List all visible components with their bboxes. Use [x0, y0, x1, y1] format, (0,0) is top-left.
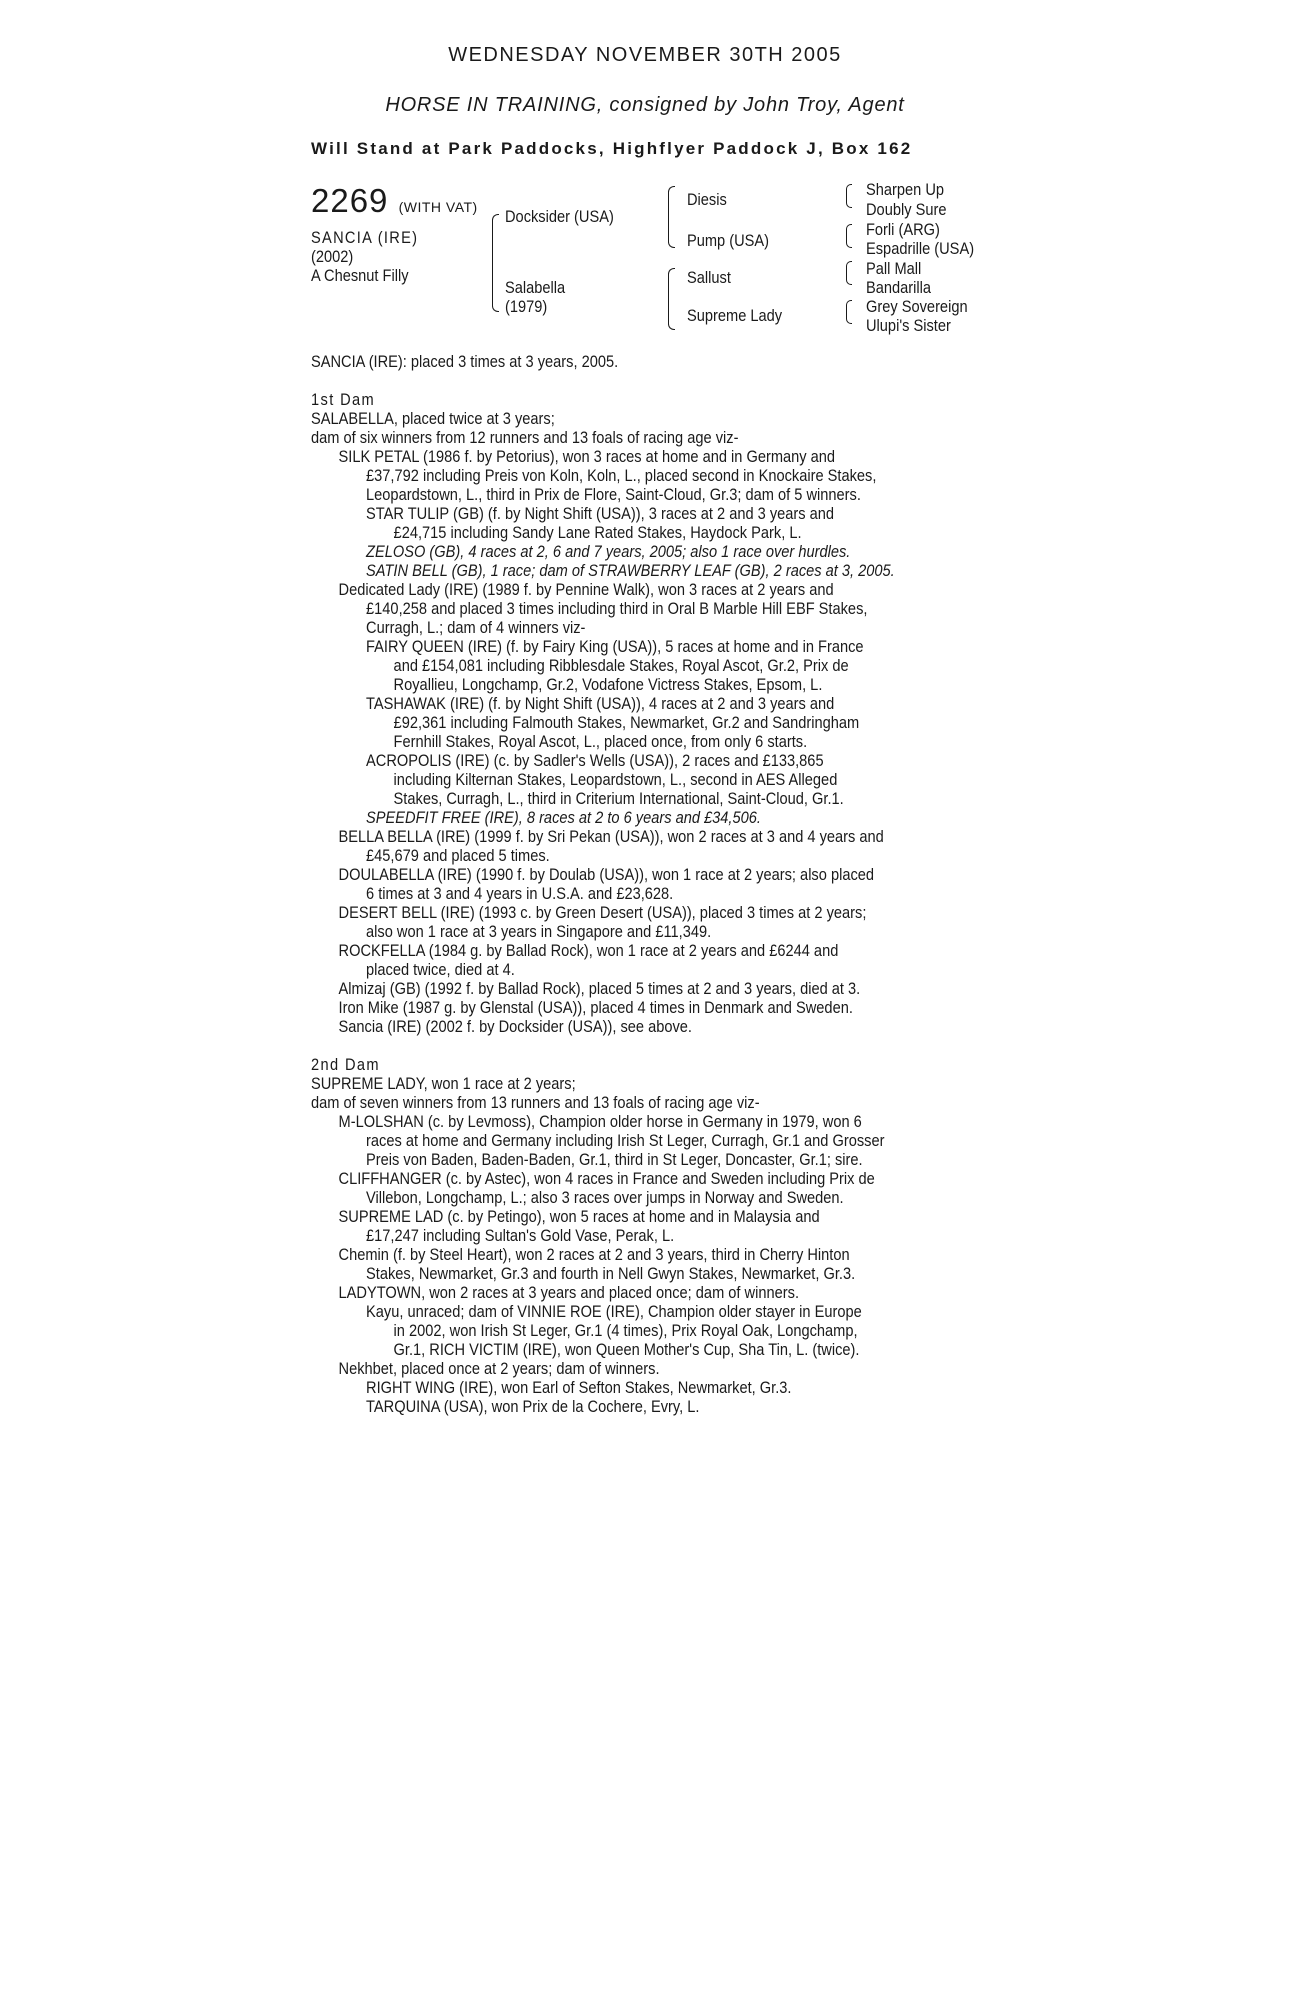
dam-line: £37,792 including Preis von Koln, Koln, L., placed second in Knockaire Stakes, [366, 466, 877, 485]
dam-line: £45,679 and placed 5 times. [366, 846, 550, 865]
dam-line: including Kilternan Stakes, Leopardstown, L., second in AES Alleged [393, 770, 838, 789]
dam-line: DESERT BELL (IRE) (1993 c. by Green Desert (USA)), placed 3 times at 2 years; [338, 903, 867, 922]
dam-line: Sancia (IRE) (2002 f. by Docksider (USA)), see above. [338, 1017, 692, 1036]
pedigree-bracket-ds [846, 261, 852, 285]
dam-line: races at home and Germany including Irish St Leger, Curragh, Gr.1 and Grosser [366, 1131, 885, 1150]
catalogue-body [311, 352, 1111, 1416]
pedigree-dds: Grey Sovereign [866, 297, 968, 316]
pedigree-dam-sire: Sallust [687, 268, 731, 287]
pedigree-bracket-sd [846, 224, 852, 248]
dam-line: SALABELLA, placed twice at 3 years; [311, 409, 555, 428]
dam-line: placed twice, died at 4. [366, 960, 515, 979]
dam-line: SPEEDFIT FREE (IRE), 8 races at 2 to 6 years and £34,506. [366, 808, 761, 827]
dam-line: £92,361 including Falmouth Stakes, Newmarket, Gr.2 and Sandringham [393, 713, 860, 732]
first-dam-heading: 1st Dam [311, 390, 376, 409]
dam-line: Stakes, Newmarket, Gr.3 and fourth in Nell Gwyn Stakes, Newmarket, Gr.3. [366, 1264, 856, 1283]
dam-line: Almizaj (GB) (1992 f. by Ballad Rock), placed 5 times at 2 and 3 years, died at 3. [338, 979, 861, 998]
dam-line: SUPREME LAD (c. by Petingo), won 5 races at home and in Malaysia and [338, 1207, 820, 1226]
dam-line: LADYTOWN, won 2 races at 3 years and placed once; dam of winners. [338, 1283, 800, 1302]
dam-line: M-LOLSHAN (c. by Levmoss), Champion older horse in Germany in 1979, won 6 [338, 1112, 862, 1131]
dam-line: Leopardstown, L., third in Prix de Flore, Saint-Cloud, Gr.3; dam of 5 winners. [366, 485, 861, 504]
pedigree-sire-dam: Pump (USA) [687, 231, 770, 250]
pedigree-bracket-dam [668, 268, 675, 330]
dam-line: Curragh, L.; dam of 4 winners viz- [366, 618, 586, 637]
dam-line: Fernhill Stakes, Royal Ascot, L., placed once, from only 6 starts. [393, 732, 808, 751]
pedigree-sire: Docksider (USA) [505, 207, 614, 226]
dam-line: and £154,081 including Ribblesdale Stakes, Royal Ascot, Gr.2, Prix de [393, 656, 849, 675]
dam-line: SATIN BELL (GB), 1 race; dam of STRAWBERRY LEAF (GB), 2 races at 3, 2005. [366, 561, 895, 580]
pedigree-dam-dam: Supreme Lady [687, 306, 783, 325]
pedigree-bracket-main [492, 214, 499, 312]
dam-line: £24,715 including Sandy Lane Rated Stakes, Haydock Park, L. [393, 523, 802, 542]
dam-line: Royallieu, Longchamp, Gr.2, Vodafone Victress Stakes, Epsom, L. [393, 675, 823, 694]
pedigree-bracket-sire [668, 186, 675, 248]
dam-line: TASHAWAK (IRE) (f. by Night Shift (USA)), 4 races at 2 and 3 years and [366, 694, 835, 713]
dam-line: £17,247 including Sultan's Gold Vase, Perak, L. [366, 1226, 675, 1245]
pedigree-sire-sire: Diesis [687, 190, 727, 209]
horse-name: SANCIA (IRE) [311, 228, 419, 247]
pedigree-dam: Salabella [505, 278, 566, 297]
dam-line: RIGHT WING (IRE), won Earl of Sefton Stakes, Newmarket, Gr.3. [366, 1378, 792, 1397]
dam-line: Dedicated Lady (IRE) (1989 f. by Pennine Walk), won 3 races at 2 years and [338, 580, 834, 599]
pedigree-ddd: Ulupi's Sister [866, 316, 951, 335]
horse-description: A Chesnut Filly [311, 266, 409, 285]
dam-line: ACROPOLIS (IRE) (c. by Sadler's Wells (USA)), 2 races and £133,865 [366, 751, 824, 770]
pedigree-ssd: Doubly Sure [866, 200, 947, 219]
dam-line: dam of six winners from 12 runners and 13 foals of racing age viz- [311, 428, 739, 447]
dam-line: STAR TULIP (GB) (f. by Night Shift (USA)), 3 races at 2 and 3 years and [366, 504, 835, 523]
sale-date: WEDNESDAY NOVEMBER 30TH 2005 [448, 44, 842, 66]
dam-line: Preis von Baden, Baden-Baden, Gr.1, third in St Leger, Doncaster, Gr.1; sire. [366, 1150, 863, 1169]
dam-line: SILK PETAL (1986 f. by Petorius), won 3 races at home and in Germany and [338, 447, 836, 466]
dam-line: DOULABELLA (IRE) (1990 f. by Doulab (USA)), won 1 race at 2 years; also placed [338, 865, 875, 884]
dam-line: Villebon, Longchamp, L.; also 3 races over jumps in Norway and Sweden. [366, 1188, 844, 1207]
dam-line: ROCKFELLA (1984 g. by Ballad Rock), won 1 race at 2 years and £6244 and [338, 941, 839, 960]
dam-line: 6 times at 3 and 4 years in U.S.A. and £23,628. [366, 884, 674, 903]
pedigree-sds: Forli (ARG) [866, 220, 940, 239]
race-record: SANCIA (IRE): placed 3 times at 3 years, 2005. [311, 352, 619, 371]
dam-line: Gr.1, RICH VICTIM (IRE), won Queen Mother's Cup, Sha Tin, L. (twice). [393, 1340, 860, 1359]
dam-line: TARQUINA (USA), won Prix de la Cochere, Evry, L. [366, 1397, 700, 1416]
dam-line: FAIRY QUEEN (IRE) (f. by Fairy King (USA)), 5 races at home and in France [366, 637, 864, 656]
pedigree-sss: Sharpen Up [866, 180, 945, 199]
dam-line: £140,258 and placed 3 times including third in Oral B Marble Hill EBF Stakes, [366, 599, 868, 618]
vat-note: (WITH VAT) [398, 199, 478, 215]
dam-line: Nekhbet, placed once at 2 years; dam of winners. [338, 1359, 660, 1378]
dam-line: dam of seven winners from 13 runners and 13 foals of racing age viz- [311, 1093, 760, 1112]
dam-line: Chemin (f. by Steel Heart), won 2 races at 2 and 3 years, third in Cherry Hinton [338, 1245, 850, 1264]
consignor-line: HORSE IN TRAINING, consigned by John Troy, Agent [385, 94, 905, 116]
pedigree-dsd: Bandarilla [866, 278, 932, 297]
second-dam-heading: 2nd Dam [311, 1055, 380, 1074]
pedigree-sdd: Espadrille (USA) [866, 239, 975, 258]
dam-line: also won 1 race at 3 years in Singapore and £11,349. [366, 922, 712, 941]
dam-line: CLIFFHANGER (c. by Astec), won 4 races in France and Sweden including Prix de [338, 1169, 875, 1188]
stand-location: Will Stand at Park Paddocks, Highflyer Paddock J, Box 162 [311, 139, 913, 158]
lot-number: 2269 (WITH VAT) [311, 182, 478, 219]
dam-line: SUPREME LADY, won 1 race at 2 years; [311, 1074, 576, 1093]
pedigree-dss: Pall Mall [866, 259, 922, 278]
horse-year: (2002) [311, 247, 354, 266]
pedigree-dam-year: (1979) [505, 297, 548, 316]
dam-line: Stakes, Curragh, L., third in Criterium International, Saint-Cloud, Gr.1. [393, 789, 844, 808]
dam-line: Kayu, unraced; dam of VINNIE ROE (IRE), Champion older stayer in Europe [366, 1302, 862, 1321]
dam-line: ZELOSO (GB), 4 races at 2, 6 and 7 years, 2005; also 1 race over hurdles. [366, 542, 851, 561]
dam-line: Iron Mike (1987 g. by Glenstal (USA)), placed 4 times in Denmark and Sweden. [338, 998, 853, 1017]
pedigree-bracket-ss [846, 184, 852, 208]
dam-line: in 2002, won Irish St Leger, Gr.1 (4 times), Prix Royal Oak, Longchamp, [393, 1321, 858, 1340]
pedigree-bracket-dd [846, 300, 852, 324]
dam-line: BELLA BELLA (IRE) (1999 f. by Sri Pekan (USA)), won 2 races at 3 and 4 years and [338, 827, 884, 846]
